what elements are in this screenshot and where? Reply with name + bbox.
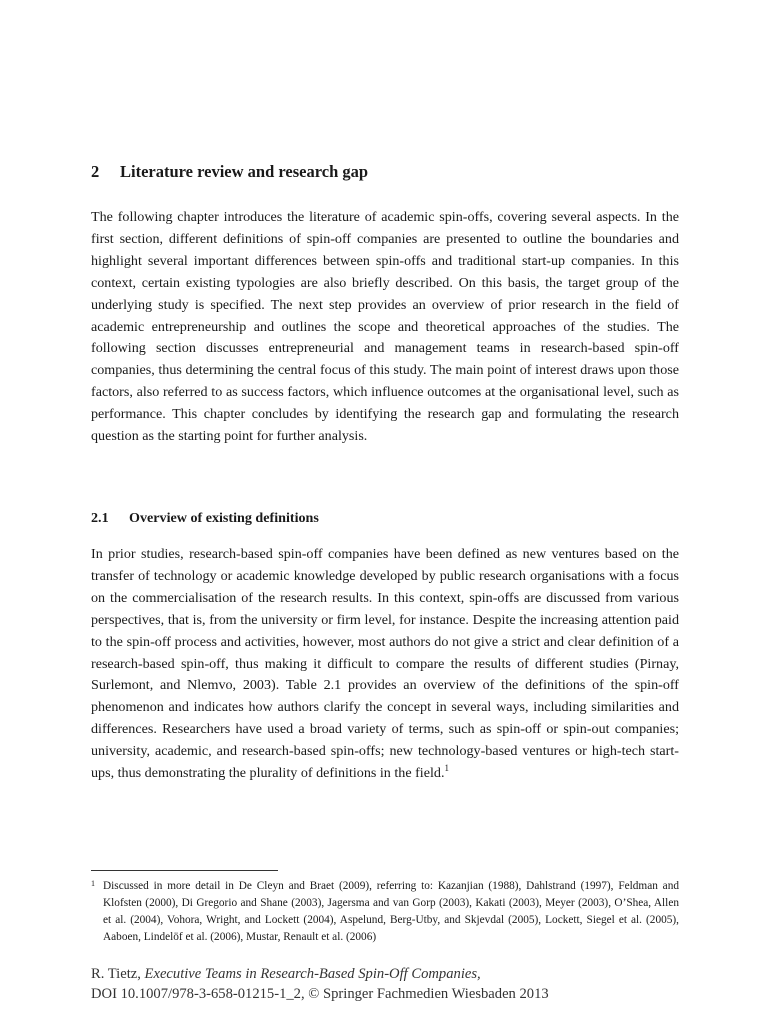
intro-paragraph: The following chapter introduces the literature of academic spin-offs, covering several aspects. In the first section, different definitions of spin-off companies are presented to outline the boundaries and highlight several important differences between spin-offs and traditional start-up companies. In this context, certain existing typologies are also briefly described. On this basis, the target group of the underlying study is specified. The next step provides an overview of prior research in the field of academic entrepreneurship and outlines the scope and theoretical approaches of the studies. The following section discusses entrepreneurial and management teams in research-based spin-off companies, thus determining the central focus of this study. The main point of interest draws upon those factors, also referred to as success factors, which influence outcomes at the organisational level, such as performance. This chapter concludes by identifying the research gap and formulating the research question as the starting point for further analysis.	[91, 209, 679, 445]
definitions-paragraph	[91, 544, 679, 785]
footnote-reference[interactable]: 1	[444, 763, 449, 774]
citation-line-1	[91, 965, 731, 985]
footnote	[91, 878, 679, 946]
footnote-mark: 1	[91, 879, 95, 888]
definitions-paragraph-text: In prior studies, research-based spin-off companies have been defined as new ventures based on the transfer of technology or academic knowledge developed by public research organisations with a focus on the commercialisation of the research results. In this context, spin-offs are discussed from various perspectives, that is, from the university or firm level, for instance. Despite the increasing attention paid to the spin-off process and activities, however, most authors do not give a strict and clear definition of a research-based spin-off, thus making it difficult to compare the results of different studies (Pirnay, Surlemont, and Nlemvo, 2003). Table 2.1 provides an overview of the definitions of the spin-off phenomenon and indicates how authors clarify the concept in several ways, including similarities and differences. Researchers have used a broad variety of terms, such as spin-off or spin-out companies; university, academic, and research-based spin-offs; new technology-based ventures or high-tech start-ups, thus demonstrating the plurality of definitions in the field.	[91, 546, 679, 782]
section-heading	[91, 508, 691, 528]
citation-book-title: Executive Teams in Research-Based Spin-Off Companies,	[144, 966, 481, 982]
footnote-separator	[91, 870, 278, 871]
chapter-title: Literature review and research gap	[120, 162, 369, 181]
citation-doi[interactable]: DOI 10.1007/978-3-658-01215-1_2, © Springer Fachmedien Wiesbaden 2013	[91, 985, 549, 1002]
section-title: Overview of existing definitions	[129, 510, 319, 526]
chapter-number: 2	[91, 162, 100, 181]
citation-author: R. Tietz,	[91, 966, 141, 982]
footnote-text: Discussed in more detail in De Cleyn and Braet (2009), referring to: Kazanjian (1988), Dahlstrand (1997), Feldman and Klofsten (2000), Di Gregorio and Shane (2003), Jagersma and van Gorp (2003), Kakati (2003), Meyer (2003), O’Shea, Allen et al. (2004), Vohora, Wright, and Lockett (2004), Aspelund, Berg-Utby, and Skjevdal (2005), Lockett, Siegel et al. (2005), Aaboen, Lindelöf et al. (2006), Mustar, Renault et al. (2006)	[103, 880, 679, 944]
citation-block	[91, 965, 731, 1005]
section-number: 2.1	[91, 510, 109, 526]
chapter-heading	[91, 161, 691, 183]
